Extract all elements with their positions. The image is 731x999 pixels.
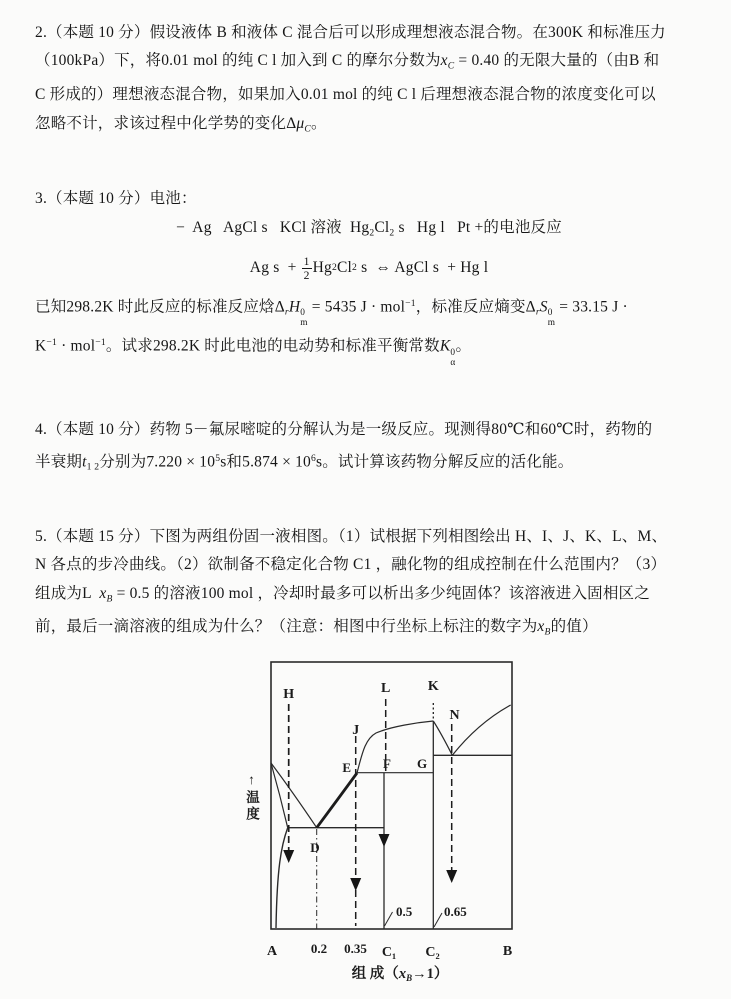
liquidus-a-d [271, 763, 317, 828]
label-e: E [342, 760, 351, 776]
label-g: G [416, 756, 428, 772]
sup-sub-stack: 0 m [300, 308, 308, 329]
question-2 [35, 19, 703, 143]
question-5 [35, 523, 703, 647]
phase-diagram-figure [235, 654, 535, 999]
text-line: （100kPa）下，将0.01 mol 的纯 C l 加入到 C 的摩尔分数为$x_C = 0.40$ 的无限大量的（由B 和 [35, 52, 660, 72]
text-line: N 各点的步冷曲线。（2）欲制备不稳定化合物 C1 ，融化物的组成控制在什么范围内？（3） [35, 556, 667, 574]
text-line: − Ag AgCl s KCl 溶液 $Hg_2Cl_2$ s Hg l Pt +的电池反应 [176, 218, 562, 239]
text-line: 前，最后一滴溶液的组成为什么？（注意：相图中行坐标上标注的数字为$x_B$的值） [35, 618, 598, 638]
label-h: H [283, 687, 295, 703]
text-line: 2.（本题 10 分）假设液体 B 和液体 C 混合后可以形成理想液态混合物。在300K 和标准压力 [35, 24, 666, 41]
text-line: 忽略不计，求该过程中化学势的变化$\Delta\mu_C$。 [35, 114, 327, 134]
label-d: D [310, 840, 320, 856]
arrow-n-icon [446, 870, 457, 883]
question-3 [35, 185, 703, 368]
label-k: K [427, 679, 439, 695]
label-n: N [449, 708, 460, 724]
text-line: 半衰期$t_{1 2}$分别为$7.220 \times 10^5s$和$5.874 \times 10^6s$。试计算该药物分解反应的活化能。 [35, 452, 574, 473]
y-axis-label: ↑温度 [244, 772, 259, 824]
label-f: F [383, 756, 391, 772]
tick-label-b: B [502, 944, 513, 960]
tick-0-65 [434, 913, 442, 927]
tick-label-c2: C₂ [425, 945, 440, 961]
tick-label-02: 0.2 [310, 941, 328, 957]
text-line: 4.（本题 10 分）药物 5－氟尿嘧啶的分解认为是一级反应。现测得80℃和60℃时，药物的 [35, 421, 653, 439]
sup-sub-stack: 0 m [547, 308, 556, 329]
tick-label-035: 0.35 [344, 941, 367, 957]
arrow-l-icon [379, 834, 390, 847]
annotation-0-5: 0.5 [396, 904, 413, 920]
stacked-fraction: $\frac{1}{2}$ [303, 254, 310, 283]
arrow-h-icon [283, 850, 294, 863]
tick-label-c1: C₁ [381, 945, 397, 961]
solidus-alpha [271, 763, 288, 828]
text-line: 5.（本题 15 分）下图为两组份固一液相图。（1）试根据下列相图绘出 H、I、J、K、L、M、 [35, 527, 668, 545]
arrow-j-icon [350, 878, 361, 891]
phase-diagram-svg [235, 654, 535, 999]
liquidus-d-e-thick [317, 773, 357, 828]
text-line: 已知298.2K 时此反应的标准反应焓$\Delta_rH$ 0 m = 5435 J · mol$^{-1}$，标准反应熵变$\Delta_rS$ 0 m = 33.15 J · [35, 297, 628, 329]
liquidus-n-b [452, 705, 510, 755]
annotation-0-65: 0.65 [444, 904, 467, 920]
label-l: L [381, 681, 391, 697]
text-line: C 形成的）理想液态混合物，如果加入0.01 mol 的纯 C l 后理想液态混合物的浓度变化可以 [35, 86, 656, 104]
x-axis-title: 组 成$(x_B\to 1)$ [351, 966, 449, 984]
document-body [35, 19, 703, 647]
liquidus-k-n [433, 721, 452, 755]
text-line: 3.（本题 10 分）电池： [35, 190, 197, 208]
text-line: $K^{-1} \cdot mol^{-1}$。试求298.2K 时此电池的电动势和标准平衡常数K 0 α 。 [35, 336, 472, 368]
tick-0-5 [385, 912, 393, 926]
question-4 [35, 416, 703, 481]
text-line: Ag s + $\frac{1}{2}$ Hg 2 Cl 2 s ⇔ AgCl s + Hg l [249, 254, 489, 283]
solvus-alpha [276, 828, 288, 928]
sup-sub-stack: 0 α [450, 347, 456, 368]
label-j: J [352, 723, 360, 739]
plot-border [271, 662, 512, 929]
tick-label-a: A [266, 944, 278, 960]
text-line: 组成为L $x_B = 0.5$ 的溶液100 mol ，冷却时最多可以析出多少纯固体？该溶液进入固相区之 [35, 584, 650, 604]
